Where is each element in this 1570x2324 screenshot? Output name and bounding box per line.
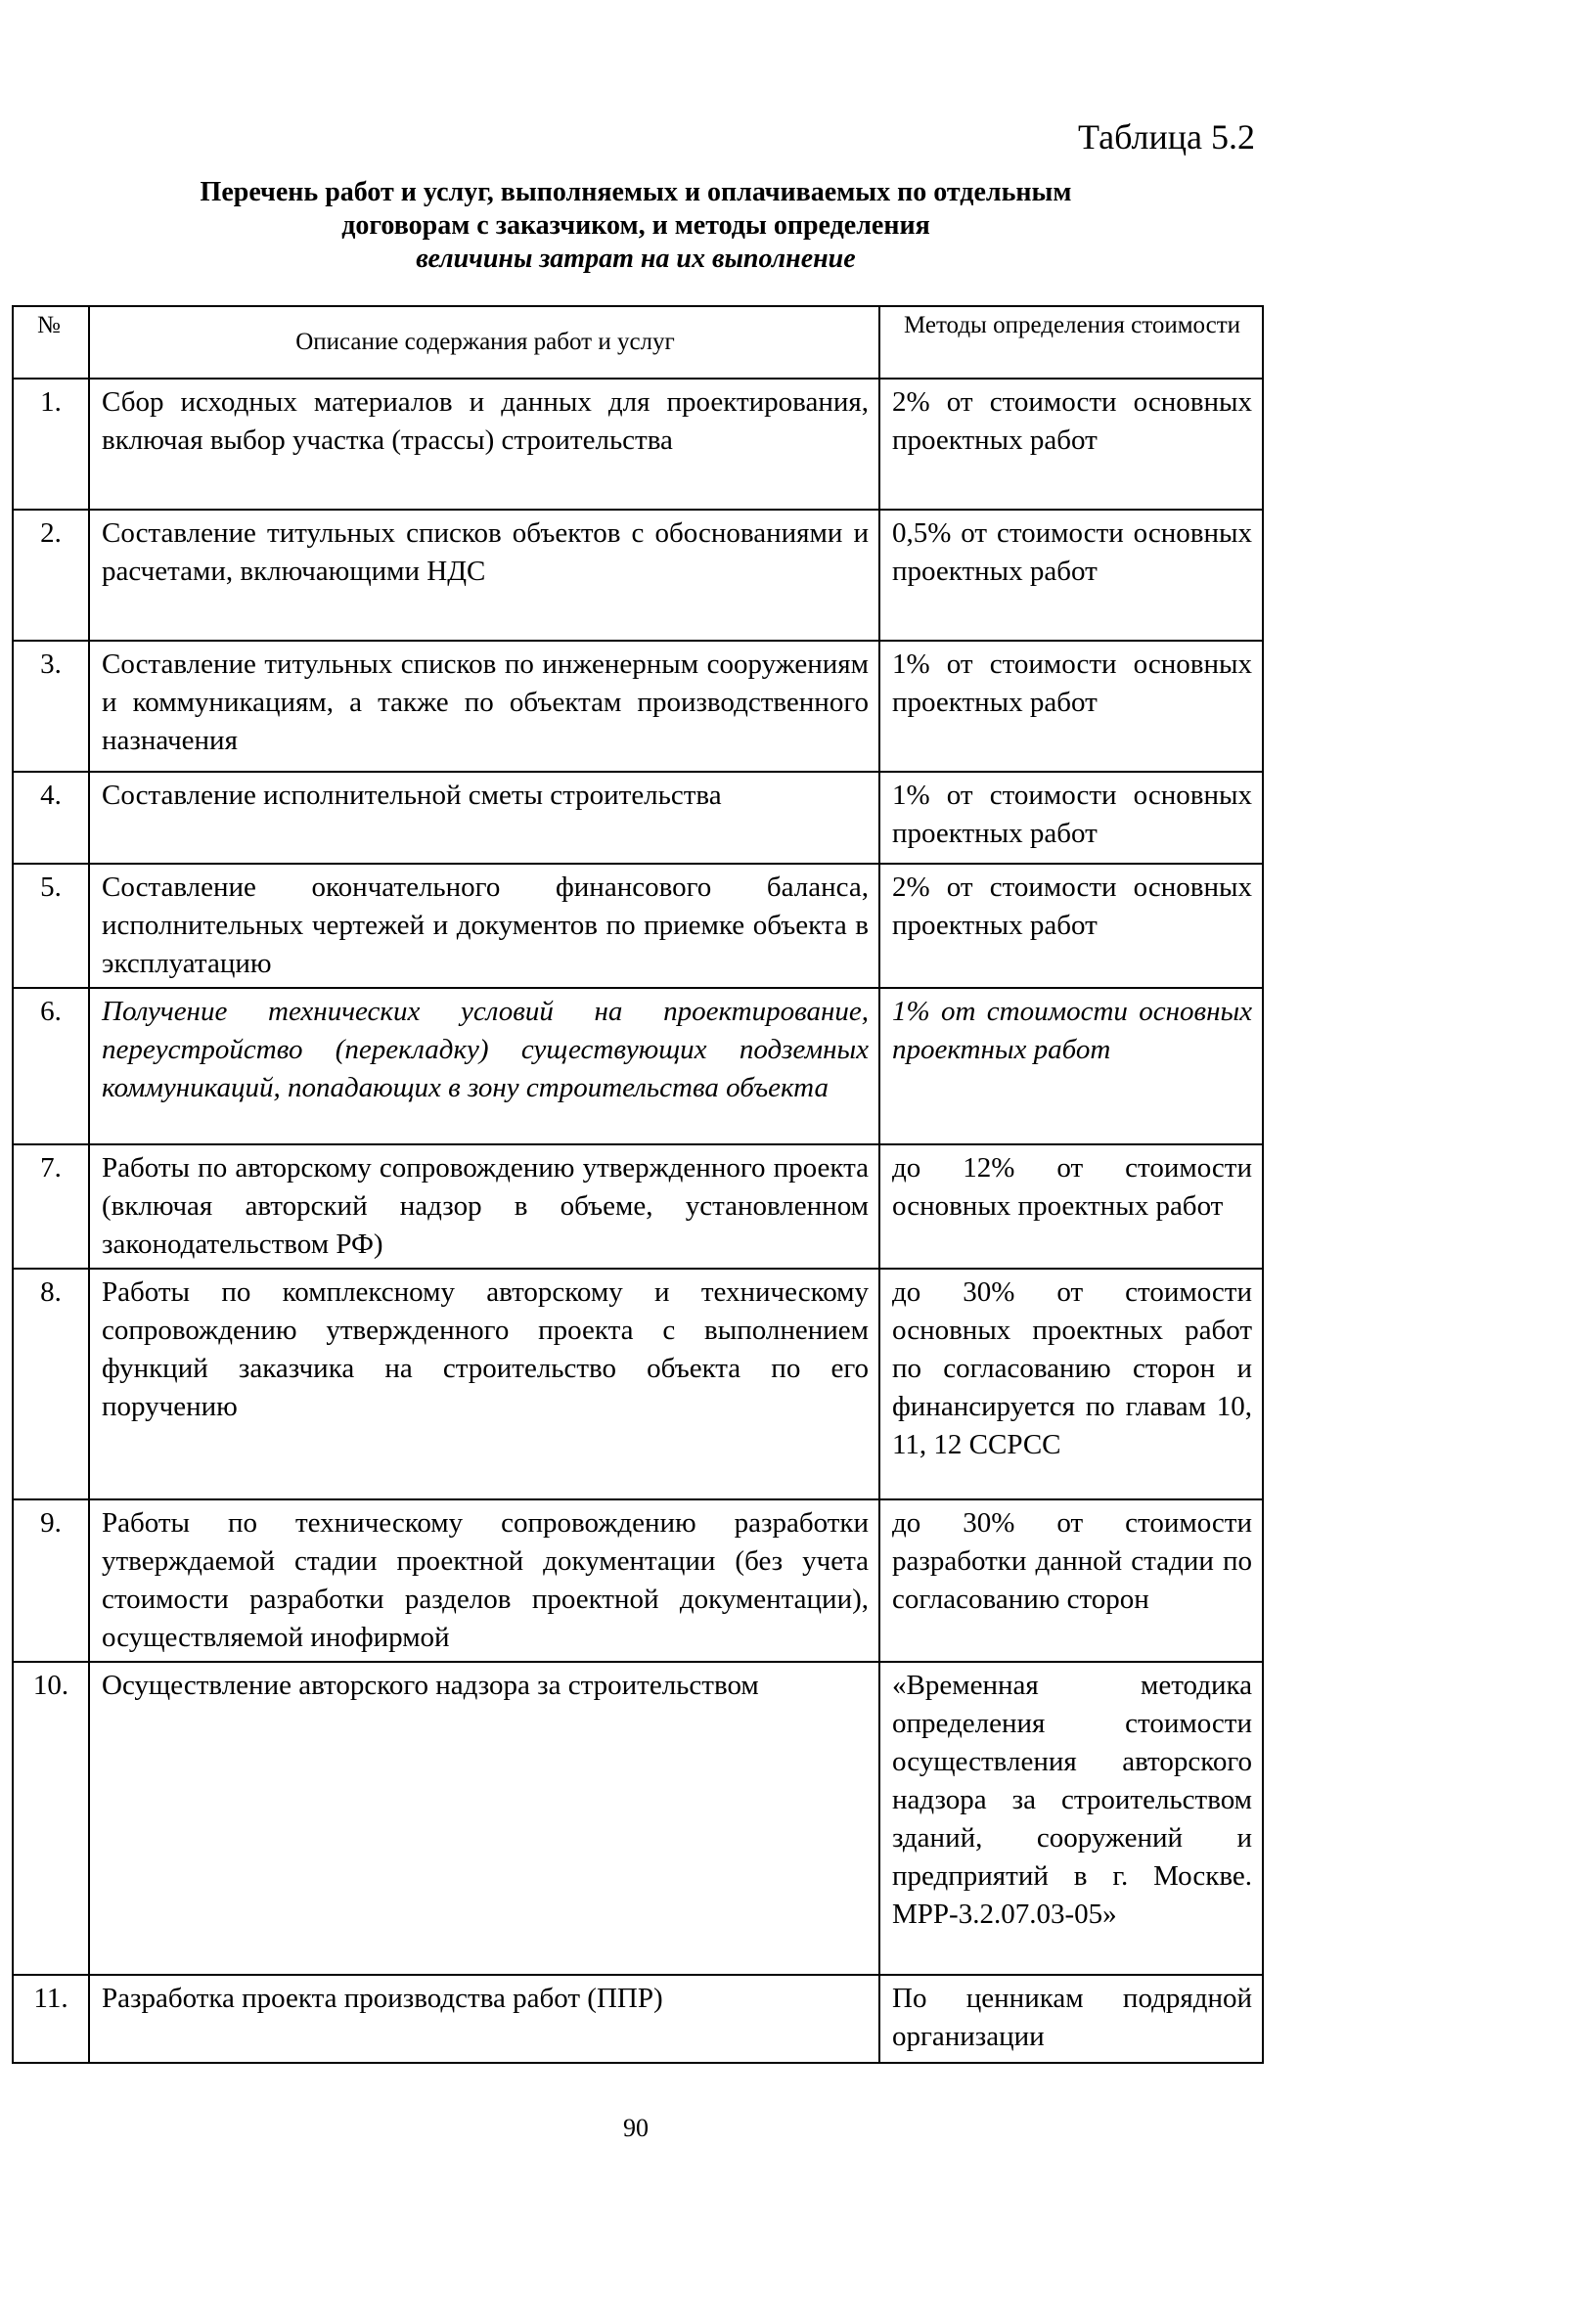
table-row: [13, 1499, 1263, 1662]
row-method: 1% от стоимости основных проектных работ: [879, 772, 1263, 864]
table-heading: [147, 176, 1125, 276]
heading-line-2: договорам с заказчиком, и методы определения: [341, 210, 930, 241]
row-description: Составление окончательного финансового баланса, исполнительных чертежей и документов по приемке объекта в эксплуатацию: [89, 864, 879, 988]
row-method: 1% от стоимости основных проектных работ: [879, 641, 1263, 772]
row-number: 2.: [13, 510, 89, 641]
heading-line-1: Перечень работ и услуг, выполняемых и оплачиваемых по отдельным: [200, 177, 1072, 207]
header-method: Методы определения стоимости: [879, 306, 1263, 379]
table-number-label: Таблица 5.2: [1078, 117, 1255, 156]
row-description: Осуществление авторского надзора за строительством: [89, 1662, 879, 1975]
row-description: Сбор исходных материалов и данных для проектирования, включая выбор участка (трассы) строительства: [89, 379, 879, 510]
row-description: Составление титульных списков объектов с обоснованиями и расчетами, включающими НДС: [89, 510, 879, 641]
row-description: Составление исполнительной сметы строительства: [89, 772, 879, 864]
table-row: [13, 988, 1263, 1144]
table-row: [13, 1662, 1263, 1975]
table-row: [13, 379, 1263, 510]
table-row: [13, 1144, 1263, 1269]
row-method: 2% от стоимости основных проектных работ: [879, 864, 1263, 988]
header-description: Описание содержания работ и услуг: [89, 306, 879, 379]
table-row: [13, 1975, 1263, 2063]
table-row: [13, 1269, 1263, 1499]
row-number: 5.: [13, 864, 89, 988]
row-number: 9.: [13, 1499, 89, 1662]
row-description: Получение технических условий на проектирование, переустройство (перекладку) существующих подземных коммуникаций, попадающих в зону строительства объекта: [89, 988, 879, 1144]
row-number: 6.: [13, 988, 89, 1144]
row-description: Работы по комплексному авторскому и техническому сопровождению утвержденного проекта с выполнением функций заказчика на строительство объекта по его поручению: [89, 1269, 879, 1499]
row-method: «Временная методика определения стоимости осуществления авторского надзора за строительством зданий, сооружений и предприятий в г. Москве. МРР-3.2.07.03-05»: [879, 1662, 1263, 1975]
row-method: до 30% от стоимости основных проектных работ по согласованию сторон и финансируется по главам 10, 11, 12 ССРСС: [879, 1269, 1263, 1499]
row-description: Разработка проекта производства работ (ППР): [89, 1975, 879, 2063]
row-description: Работы по авторскому сопровождению утвержденного проекта (включая авторский надзор в объеме, установленном законодательством РФ): [89, 1144, 879, 1269]
row-number: 3.: [13, 641, 89, 772]
row-number: 10.: [13, 1662, 89, 1975]
table-row: [13, 510, 1263, 641]
row-method: до 12% от стоимости основных проектных работ: [879, 1144, 1263, 1269]
row-number: 1.: [13, 379, 89, 510]
row-method: 1% от стоимости основных проектных работ: [879, 988, 1263, 1144]
works-services-table: [12, 305, 1264, 2064]
row-number: 11.: [13, 1975, 89, 2063]
table-row: [13, 641, 1263, 772]
row-number: 4.: [13, 772, 89, 864]
row-number: 8.: [13, 1269, 89, 1499]
table-row: [13, 864, 1263, 988]
heading-line-3: величины затрат на их выполнение: [416, 244, 856, 274]
header-number: №: [13, 306, 89, 379]
row-method: 2% от стоимости основных проектных работ: [879, 379, 1263, 510]
row-method: 0,5% от стоимости основных проектных работ: [879, 510, 1263, 641]
row-description: Составление титульных списков по инженерным сооружениям и коммуникациям, а также по объектам производственного назначения: [89, 641, 879, 772]
row-description: Работы по техническому сопровождению разработки утверждаемой стадии проектной документации (без учета стоимости разработки разделов проектной документации), осуществляемой инофирмой: [89, 1499, 879, 1662]
table-row: [13, 772, 1263, 864]
table-header-row: [13, 306, 1263, 379]
row-method: По ценникам подрядной организации: [879, 1975, 1263, 2063]
row-number: 7.: [13, 1144, 89, 1269]
row-method: до 30% от стоимости разработки данной стадии по согласованию сторон: [879, 1499, 1263, 1662]
page-number: 90: [623, 2114, 649, 2142]
